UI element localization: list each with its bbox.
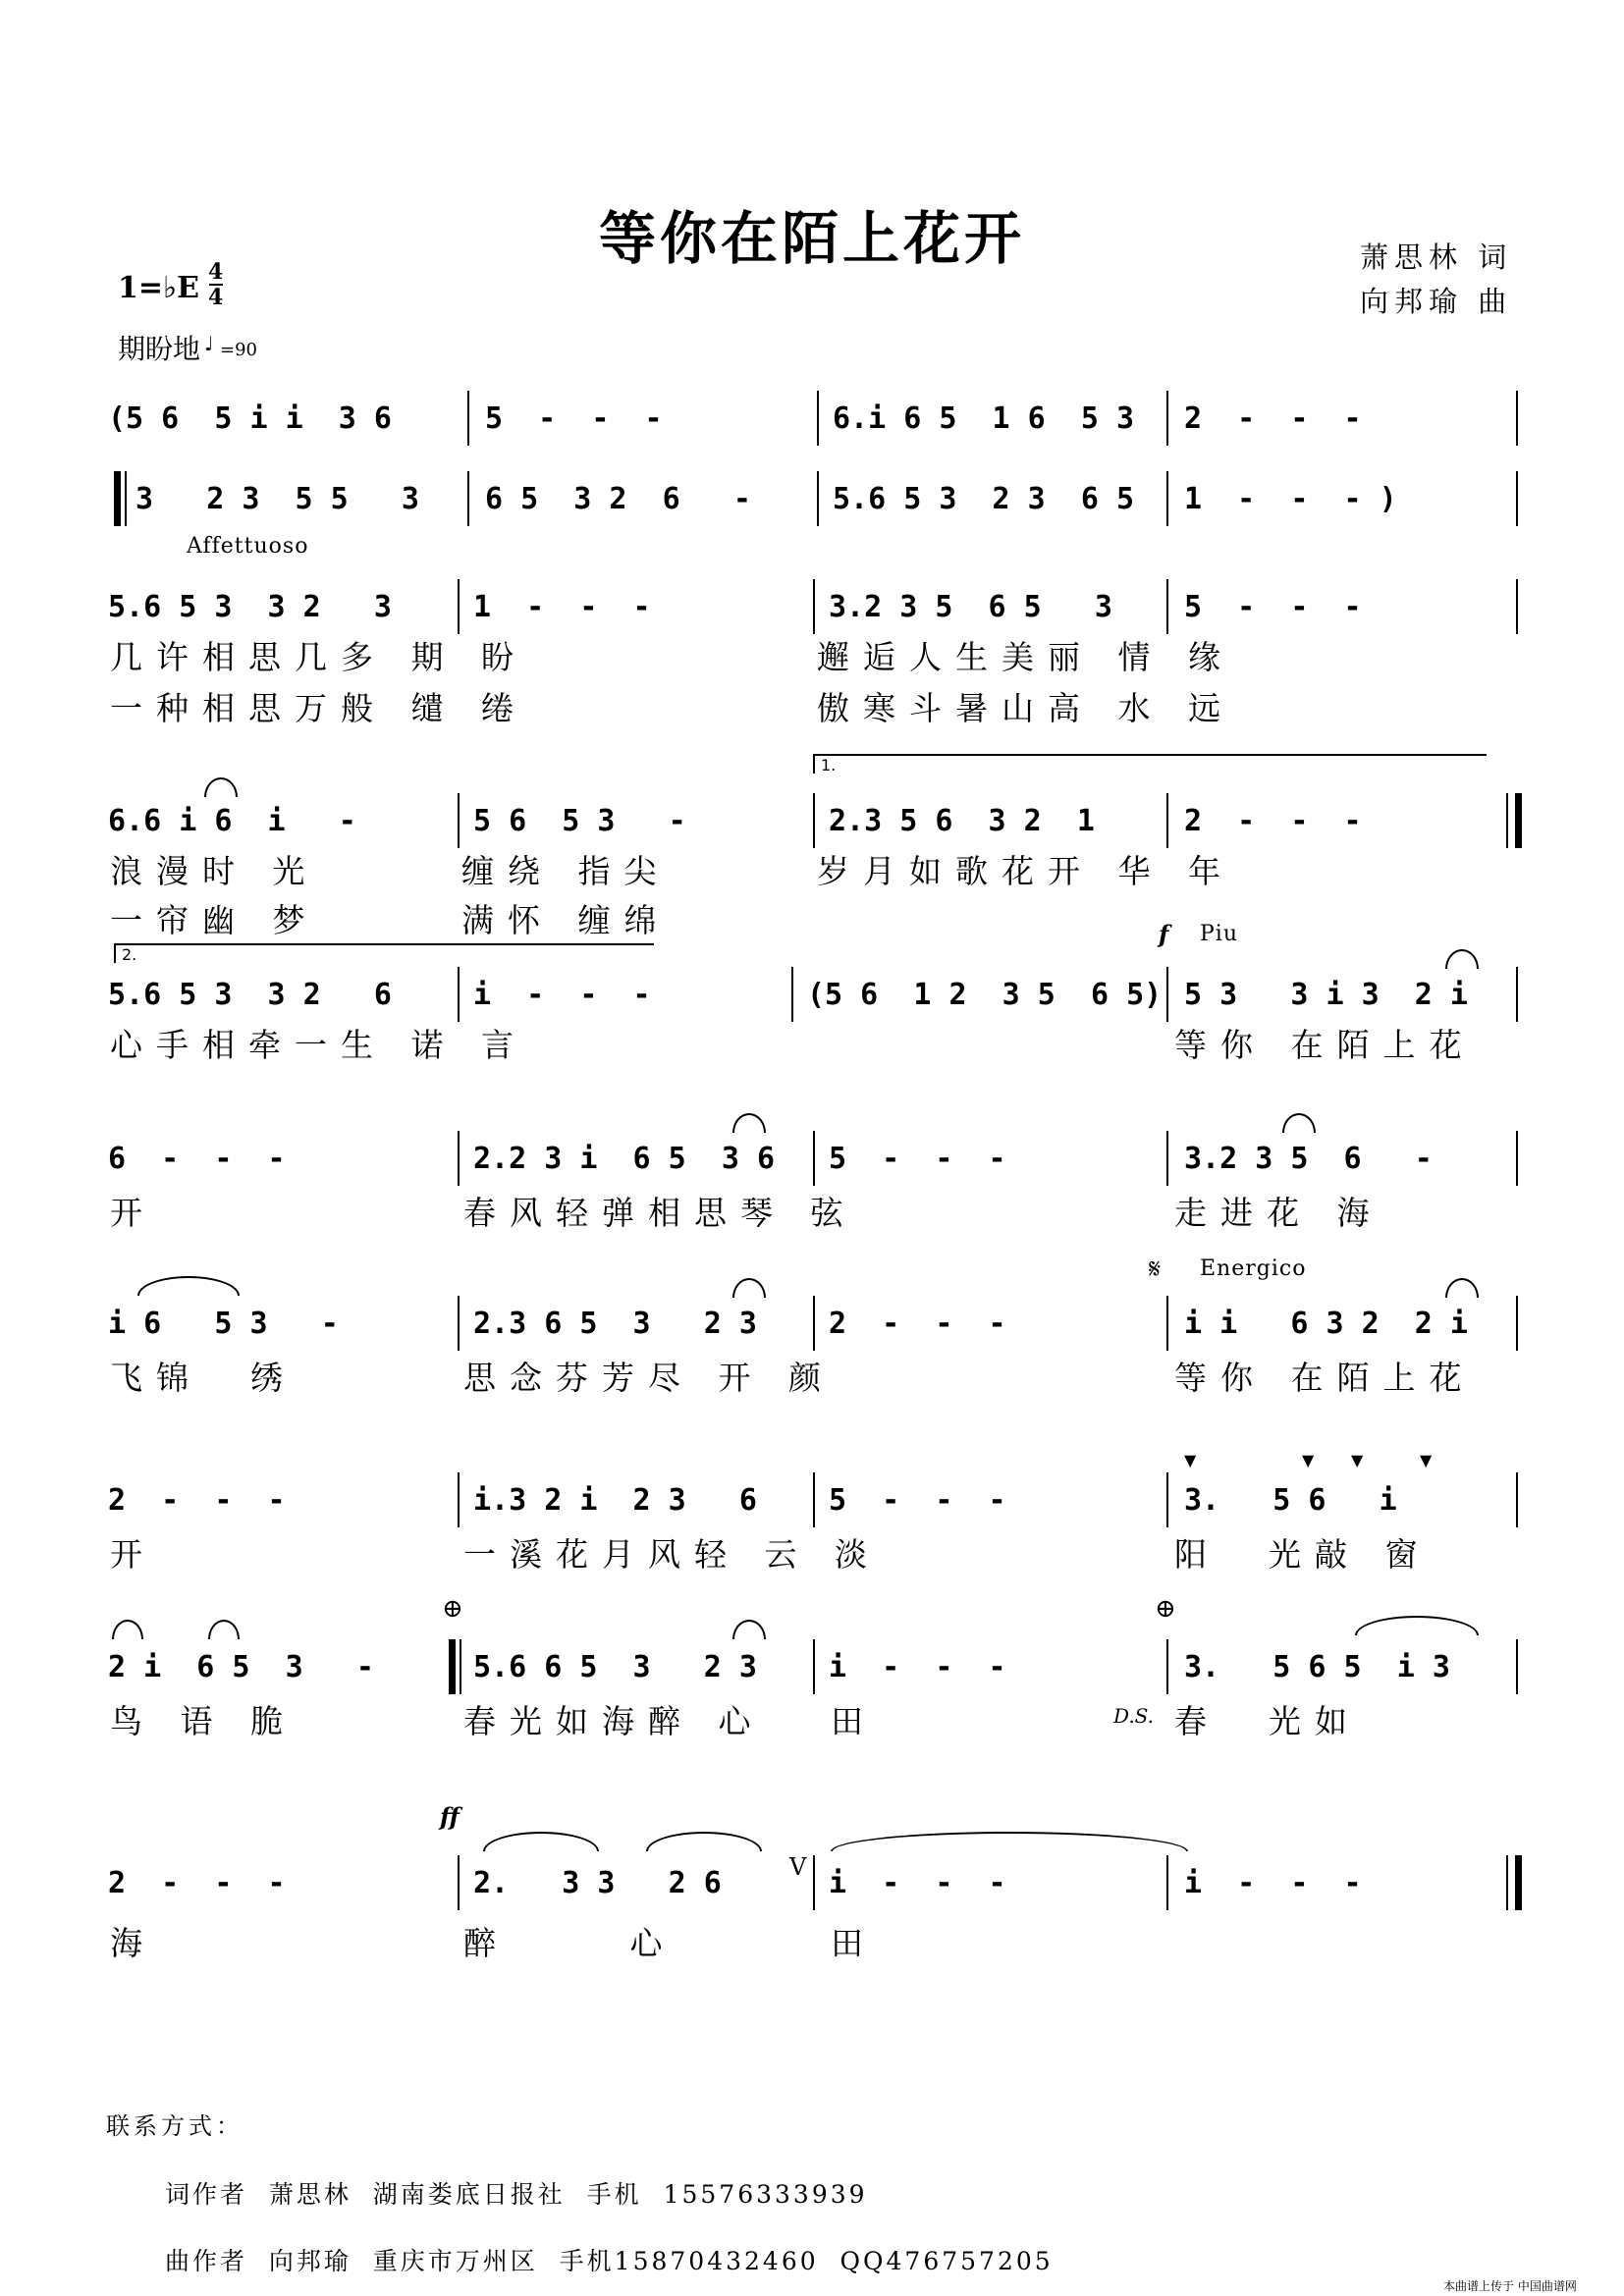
barline xyxy=(125,471,127,526)
segno-icon: 𝄋 xyxy=(1149,1253,1163,1285)
measure: 2 - - - xyxy=(108,1866,286,1900)
lyric-verse1: 醉 心 xyxy=(463,1924,677,1962)
barline xyxy=(458,1472,460,1527)
measure: 1 - - - xyxy=(473,590,651,624)
tie-icon xyxy=(483,1832,599,1851)
barline xyxy=(1166,1639,1168,1694)
lyric-verse1: 邂逅人生美丽 情 缘 xyxy=(817,638,1234,676)
repeat-end-barline xyxy=(1515,793,1522,848)
expression-piu: Piu xyxy=(1200,922,1239,946)
measure: 3. 5 6 i xyxy=(1184,1483,1397,1518)
lyric-verse1: 田 xyxy=(831,1702,877,1740)
barline xyxy=(1506,793,1508,848)
slur-icon xyxy=(208,1620,240,1639)
accent-icon: ▼ xyxy=(1184,1451,1197,1469)
lyricist-contact: 词作者 萧思林 湖南娄底日报社 手机 15576333939 xyxy=(165,2180,868,2209)
lyric-verse1: 阳 光敲 窗 xyxy=(1174,1535,1432,1574)
measure: (5 6 5 i i 3 6 xyxy=(108,401,392,436)
measure: 5.6 5 3 3 2 3 xyxy=(108,590,392,624)
volta-first-ending xyxy=(813,754,1487,774)
barline xyxy=(1516,471,1518,526)
tie-icon xyxy=(646,1832,762,1851)
measure: 1 - - - ) xyxy=(1184,482,1397,516)
lyric-verse2: 一帘幽 梦 xyxy=(110,901,319,939)
coda-icon: ⊕ xyxy=(1155,1594,1177,1624)
measure: 6 - - - xyxy=(108,1142,286,1176)
barline xyxy=(460,1639,461,1694)
barline xyxy=(813,579,815,634)
measure: i 6 5 3 - xyxy=(108,1307,339,1341)
key-signature: 1=♭E xyxy=(118,271,200,305)
time-signature-top: 4 xyxy=(208,259,224,285)
slur-icon xyxy=(112,1620,143,1639)
measure: i - - - xyxy=(829,1650,1006,1684)
barline xyxy=(467,391,469,446)
barline xyxy=(813,793,815,848)
measure: 5.6 6 5 3 2 3 xyxy=(473,1650,757,1684)
lyric-verse1: 岁月如歌花开 华 年 xyxy=(817,852,1234,890)
expression-energico: Energico xyxy=(1200,1256,1307,1281)
system-10 xyxy=(108,1802,1522,1977)
measure: 2.3 5 6 3 2 1 xyxy=(829,804,1095,838)
barline xyxy=(813,1639,815,1694)
lyric-verse1: 飞锦 绣 xyxy=(110,1359,297,1397)
measure: 5 - - - xyxy=(485,401,663,436)
volta-label: 1. xyxy=(821,756,837,774)
barline xyxy=(813,1296,815,1351)
lyric-verse1: 走进花 海 xyxy=(1174,1194,1383,1232)
footer-watermark: 本曲谱上传于 中国曲谱网 xyxy=(1443,2279,1577,2293)
measure: 5.6 5 3 2 3 6 5 xyxy=(833,482,1135,516)
coda-icon: ⊕ xyxy=(442,1594,464,1624)
system-7 xyxy=(108,1253,1522,1417)
barline xyxy=(1516,967,1518,1022)
slur-icon xyxy=(732,1278,766,1298)
barline xyxy=(813,1131,815,1186)
barline xyxy=(817,391,819,446)
lyric-verse1: 鸟 语 脆 xyxy=(110,1702,297,1740)
measure: i - - - xyxy=(1184,1866,1362,1900)
final-barline xyxy=(1515,1855,1522,1910)
barline xyxy=(1166,391,1168,446)
barline xyxy=(1166,793,1168,848)
measure: 5 - - - xyxy=(829,1142,1006,1176)
barline xyxy=(1516,391,1518,446)
breath-mark: V xyxy=(789,1853,808,1881)
measure: i - - - xyxy=(473,978,651,1012)
lyric-verse1: 等你 在陌上花 xyxy=(1174,1026,1476,1064)
barline xyxy=(458,579,460,634)
lyricist-credit: 萧思林 词 xyxy=(1360,240,1513,274)
composer-contact: 曲作者 向邦瑜 重庆市万州区 手机15870432460 QQ476757205 xyxy=(165,2247,1054,2275)
barline xyxy=(817,471,819,526)
barline xyxy=(1166,1472,1168,1527)
measure: 3.2 3 5 6 - xyxy=(1184,1142,1433,1176)
measure: 6.6 i 6 i - xyxy=(108,804,356,838)
barline xyxy=(458,967,460,1022)
system-3 xyxy=(108,583,1522,727)
volta-second-ending xyxy=(114,943,654,963)
system-8 xyxy=(108,1451,1522,1594)
lyric-verse2: 傲寒斗暑山高 水 远 xyxy=(817,689,1234,727)
barline xyxy=(1166,1131,1168,1186)
barline xyxy=(1166,579,1168,634)
barline xyxy=(813,1472,815,1527)
tie-icon xyxy=(137,1276,240,1296)
measure: 2.3 6 5 3 2 3 xyxy=(473,1307,757,1341)
system-2 xyxy=(108,475,1522,593)
measure: 5 - - - xyxy=(829,1483,1006,1518)
barline xyxy=(1516,1472,1518,1527)
tie-icon xyxy=(1355,1616,1479,1635)
accent-icon: ▼ xyxy=(1302,1451,1316,1469)
accent-icon: ▼ xyxy=(1351,1451,1365,1469)
barline xyxy=(1166,1855,1168,1910)
measure: 2 - - - xyxy=(829,1307,1006,1341)
time-signature-bottom: 4 xyxy=(208,285,224,310)
tempo-note-icon: ♩ xyxy=(204,332,214,355)
measure: i - - - xyxy=(829,1866,1006,1900)
barline xyxy=(458,1296,460,1351)
measure: 3 2 3 5 5 3 xyxy=(135,482,419,516)
measure: 5 - - - xyxy=(1184,590,1362,624)
lyric-verse1: 开 xyxy=(110,1194,156,1232)
contact-label: 联系方式： xyxy=(106,2112,244,2140)
measure: i i 6 3 2 2 i xyxy=(1184,1307,1468,1341)
slur-icon xyxy=(1445,949,1479,969)
lyric-verse1: 思念芬芳尽 开 颜 xyxy=(463,1359,835,1397)
repeat-start-barline xyxy=(114,471,121,526)
barline xyxy=(1166,967,1168,1022)
measure: 5.6 5 3 3 2 6 xyxy=(108,978,392,1012)
barline xyxy=(458,793,460,848)
system-9 xyxy=(108,1594,1522,1761)
volta-label: 2. xyxy=(122,945,137,964)
barline xyxy=(458,1855,460,1910)
measure: (5 6 1 2 3 5 6 5) xyxy=(807,978,1163,1012)
lyric-verse1: 心手相牵一生 诺 言 xyxy=(110,1026,527,1064)
measure: 6.i 6 5 1 6 5 3 xyxy=(833,401,1135,436)
lyric-verse1: 开 xyxy=(110,1535,156,1574)
barline xyxy=(458,1131,460,1186)
dal-segno-mark: D.S. xyxy=(1113,1704,1155,1728)
barline xyxy=(1506,1855,1508,1910)
fermata-icon xyxy=(204,777,238,797)
barline xyxy=(1516,1296,1518,1351)
barline xyxy=(1516,1131,1518,1186)
page-title: 等你在陌上花开 xyxy=(598,205,1025,272)
measure: i.3 2 i 2 3 6 xyxy=(473,1483,757,1518)
measure: 2 - - - xyxy=(1184,804,1362,838)
measure: 5 6 5 3 - xyxy=(473,804,686,838)
measure: 2 - - - xyxy=(108,1483,286,1518)
barline xyxy=(1516,579,1518,634)
lyric-verse1: 田 xyxy=(831,1924,877,1962)
measure: 3. 5 6 5 i 3 xyxy=(1184,1650,1450,1684)
system-6 xyxy=(108,1135,1522,1253)
barline xyxy=(1166,1296,1168,1351)
tie-icon xyxy=(831,1832,1188,1851)
measure: 5 3 3 i 3 2 i xyxy=(1184,978,1468,1012)
dynamic-fortissimo: ff xyxy=(440,1802,460,1831)
composer-credit: 向邦瑜 曲 xyxy=(1360,285,1513,318)
slur-icon xyxy=(1282,1113,1316,1133)
slur-icon xyxy=(732,1620,766,1639)
barline xyxy=(1516,1639,1518,1694)
lyric-verse1: 海 xyxy=(110,1924,156,1962)
lyric-verse1: 几许相思几多 期 盼 xyxy=(110,638,527,676)
tempo-value: =90 xyxy=(220,340,257,360)
lyric-verse1: 缠绕 指尖 xyxy=(461,852,671,890)
lyric-verse2: 一种相思万般 缱 绻 xyxy=(110,689,527,727)
time-signature xyxy=(208,261,223,308)
slur-icon xyxy=(732,1113,766,1133)
dynamic-forte: f xyxy=(1159,920,1169,948)
barline xyxy=(813,1855,815,1910)
barline xyxy=(791,967,793,1022)
measure: 2 - - - xyxy=(1184,401,1362,436)
measure: 2.2 3 i 6 5 3 6 xyxy=(473,1142,776,1176)
measure: 6 5 3 2 6 - xyxy=(485,482,751,516)
accent-icon: ▼ xyxy=(1420,1451,1434,1469)
lyric-verse1: 等你 在陌上花 xyxy=(1174,1359,1476,1397)
measure: 3.2 3 5 6 5 3 xyxy=(829,590,1112,624)
measure: 2. 3 3 2 6 xyxy=(473,1866,722,1900)
barline xyxy=(467,471,469,526)
lyric-verse1: 春 光如 xyxy=(1174,1702,1361,1740)
lyric-verse2: 满怀 缠绵 xyxy=(461,901,671,939)
measure: 2 i 6 5 3 - xyxy=(108,1650,374,1684)
slur-icon xyxy=(1445,1278,1479,1298)
tempo-text: 期盼地 xyxy=(118,333,201,365)
lyric-verse1: 一溪花月风轻 云 淡 xyxy=(463,1535,881,1574)
lyric-verse1: 春风轻弹相思琴 弦 xyxy=(463,1194,857,1232)
expression-affettuoso: Affettuoso xyxy=(187,534,309,559)
lyric-verse1: 浪漫时 光 xyxy=(110,852,319,890)
coda-barline xyxy=(449,1639,456,1694)
barline xyxy=(1166,471,1168,526)
lyric-verse1: 春光如海醉 心 xyxy=(463,1702,765,1740)
